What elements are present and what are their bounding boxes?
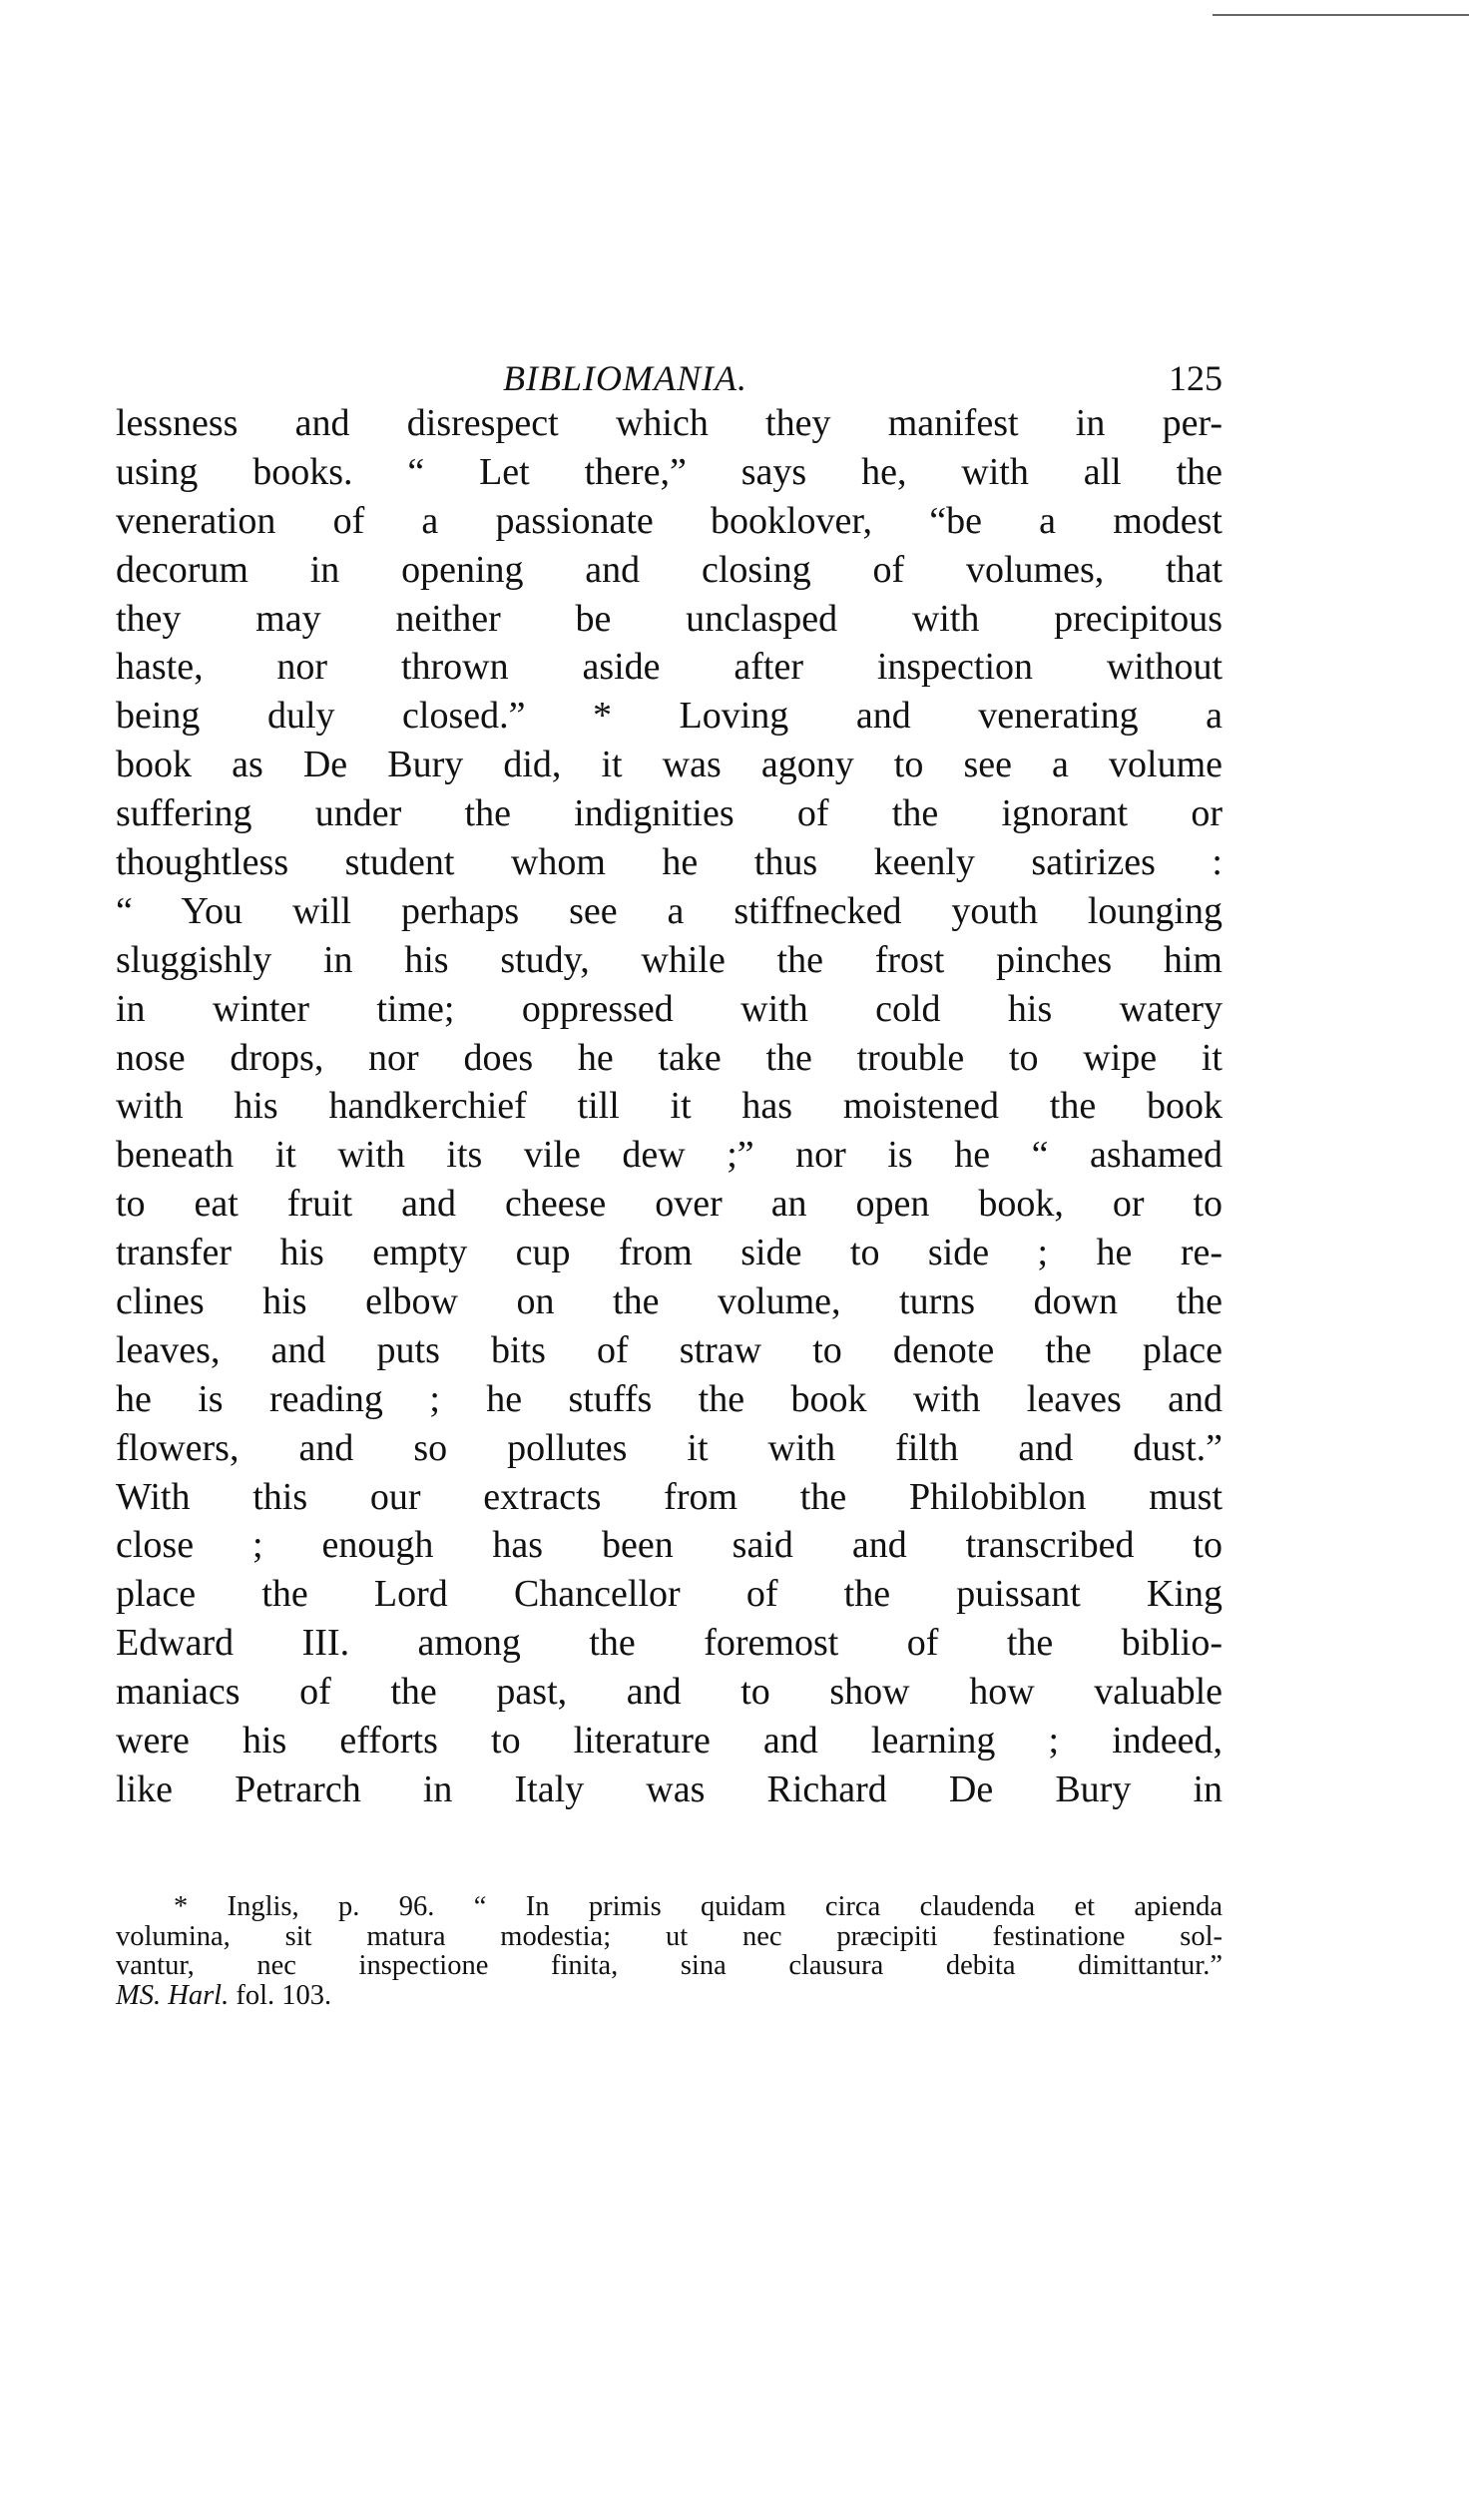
- text-line: decorum in opening and closing of volumes, that: [116, 548, 1223, 591]
- text-line: “ You will perhaps see a stiffnecked youth lounging: [116, 889, 1223, 932]
- text-line: veneration of a passionate booklover, “be a modest: [116, 499, 1223, 542]
- text-line: book as De Bury did, it was agony to see a volume: [116, 744, 1223, 786]
- text-line: with his handkerchief till it has moistened the book: [116, 1085, 1223, 1128]
- text-line: nose drops, nor does he take the trouble to wipe it: [116, 1036, 1223, 1079]
- text-line: lessness and disrespect which they manifest in per-: [116, 402, 1223, 444]
- page-number: 125: [1169, 358, 1223, 398]
- text-line: beneath it with its vile dew ;” nor is he “ ashamed: [116, 1134, 1223, 1177]
- text-line: haste, nor thrown aside after inspection without: [116, 646, 1223, 689]
- text-line: like Petrarch in Italy was Richard De Bury in: [116, 1767, 1223, 1810]
- text-line: in winter time; oppressed with cold his watery: [116, 987, 1223, 1030]
- running-header: [116, 357, 1223, 403]
- text-line: Edward III. among the foremost of the biblio-: [116, 1622, 1223, 1665]
- text-line: maniacs of the past, and to show how valuable: [116, 1671, 1223, 1714]
- text-line: sluggishly in his study, while the frost pinches him: [116, 938, 1223, 981]
- text-line: transfer his empty cup from side to side ; he re-: [116, 1232, 1223, 1274]
- footnote-line: * Inglis, p. 96. “ In primis quidam circa claudenda et apienda: [174, 1891, 1223, 1922]
- text-line: were his efforts to literature and learning ; indeed,: [116, 1720, 1223, 1763]
- text-line: being duly closed.” * Loving and venerating a: [116, 695, 1223, 738]
- text-line: thoughtless student whom he thus keenly satirizes :: [116, 841, 1223, 884]
- text-line: clines his elbow on the volume, turns down the: [116, 1280, 1223, 1323]
- footnote-line: volumina, sit matura modestia; ut nec præcipiti festinatione sol-: [116, 1920, 1223, 1952]
- text-line: they may neither be unclasped with precipitous: [116, 597, 1223, 640]
- text-line: leaves, and puts bits of straw to denote the place: [116, 1328, 1223, 1371]
- text-line: flowers, and so pollutes it with filth and dust.”: [116, 1426, 1223, 1469]
- text-line: he is reading ; he stuffs the book with leaves and: [116, 1377, 1223, 1420]
- text-line: place the Lord Chancellor of the puissant King: [116, 1573, 1223, 1616]
- text-line: to eat fruit and cheese over an open book, or to: [116, 1183, 1223, 1226]
- footnote-line: vantur, nec inspectione finita, sina clausura debita dimittantur.”: [116, 1950, 1223, 1981]
- footnote-source-folio: fol. 103.: [229, 1979, 332, 2011]
- footnote-source-title: MS. Harl.: [116, 1979, 230, 2011]
- text-line: close ; enough has been said and transcribed to: [116, 1524, 1223, 1567]
- running-title: BIBLIOMANIA.: [503, 358, 747, 398]
- footnote: [116, 1892, 1223, 2010]
- footnote-source: [116, 1981, 1223, 2011]
- body-text: [116, 399, 1223, 1814]
- scan-edge-line: [1213, 14, 1469, 16]
- text-line: using books. “ Let there,” says he, with all the: [116, 450, 1223, 493]
- text-line: With this our extracts from the Philobiblon must: [116, 1475, 1223, 1518]
- text-line: suffering under the indignities of the ignorant or: [116, 792, 1223, 835]
